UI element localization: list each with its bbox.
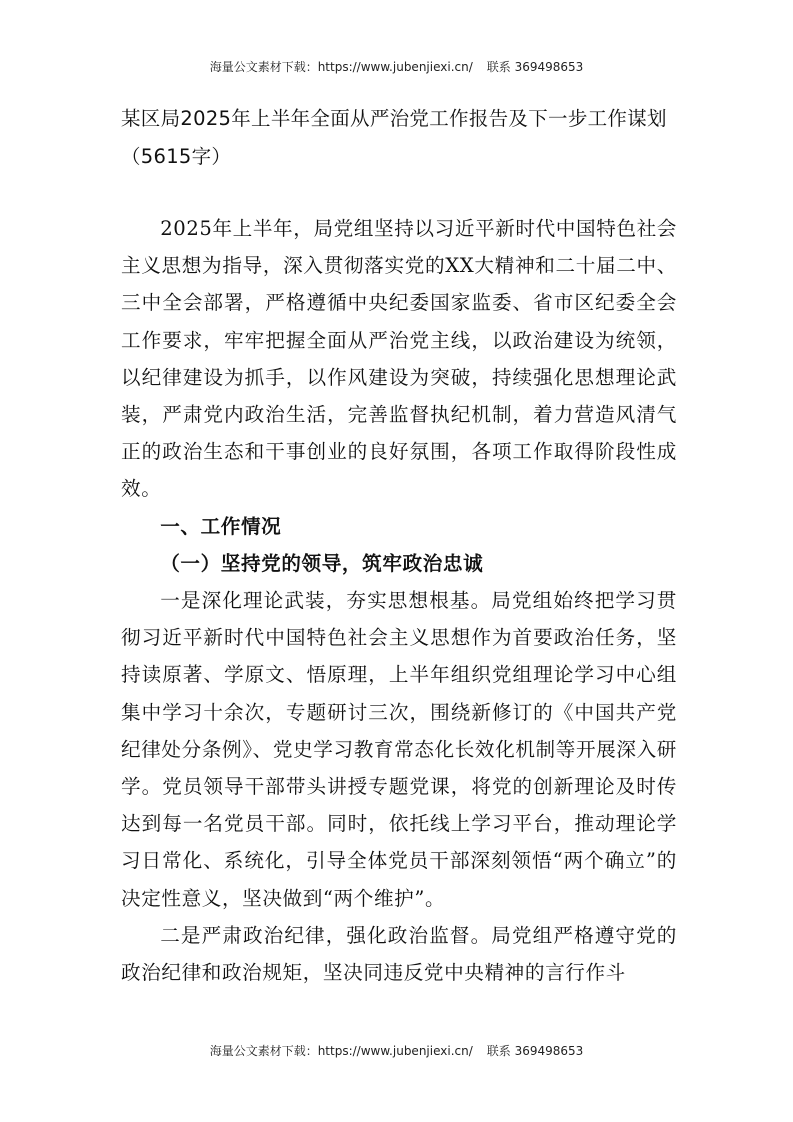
intro-paragraph: 2025年上半年，局党组坚持以习近平新时代中国特色社会主义思想为指导，深入贯彻落实党的XX大精神和二十届二中、三中全会部署，严格遵循中央纪委国家监委、省市区纪委全会工作要求，牢牢把握全面从严治党主线，以政治建设为统领，以纪律建设为抓手，以作风建设为突破，持续强化思想理论武装，严肃党内政治生活，完善监督执纪机制，着力营造风清气正的政治生态和干事创业的良好氛围，各项工作取得阶段性成效。: [121, 217, 677, 501]
footer-contact: 联系 369498653: [486, 1044, 584, 1058]
header-url-link[interactable]: https://www.jubenjiexi.cn/: [317, 60, 473, 74]
subsection-heading: （一）坚持党的领导，筑牢政治忠诚: [160, 551, 484, 575]
document-body: [121, 210, 677, 991]
header-contact: 联系 369498653: [486, 60, 584, 74]
page-header: [0, 58, 793, 75]
body-paragraph: 一是深化理论武装，夯实思想根基。局党组始终把学习贯彻习近平新时代中国特色社会主义思想作为首要政治任务，坚持读原著、学原文、悟原理，上半年组织党组理论学习中心组集中学习十余次，专题研讨三次，围绕新修订的《中国共产党纪律处分条例》、党史学习教育常态化长效化机制等开展深入研学。党员领导干部带头讲授专题党课，将党的创新理论及时传达到每一名党员干部。同时，依托线上学习平台，推动理论学习日常化、系统化，引导全体党员干部深刻领悟“两个确立”的决定性意义，坚决做到“两个维护”。: [121, 589, 677, 910]
document-title: 某区局2025年上半年全面从严治党工作报告及下一步工作谋划（5615字）: [121, 107, 667, 168]
header-download-label: 海量公文素材下载：: [209, 60, 318, 74]
page-footer: [0, 1042, 793, 1059]
section-heading: 一、工作情况: [160, 514, 282, 538]
footer-download-label: 海量公文素材下载：: [209, 1044, 318, 1058]
footer-url-link[interactable]: https://www.jubenjiexi.cn/: [317, 1044, 473, 1058]
body-paragraph: 二是严肃政治纪律，强化政治监督。局党组严格遵守党的政治纪律和政治规矩，坚决同违反党中央精神的言行作斗: [121, 923, 677, 985]
